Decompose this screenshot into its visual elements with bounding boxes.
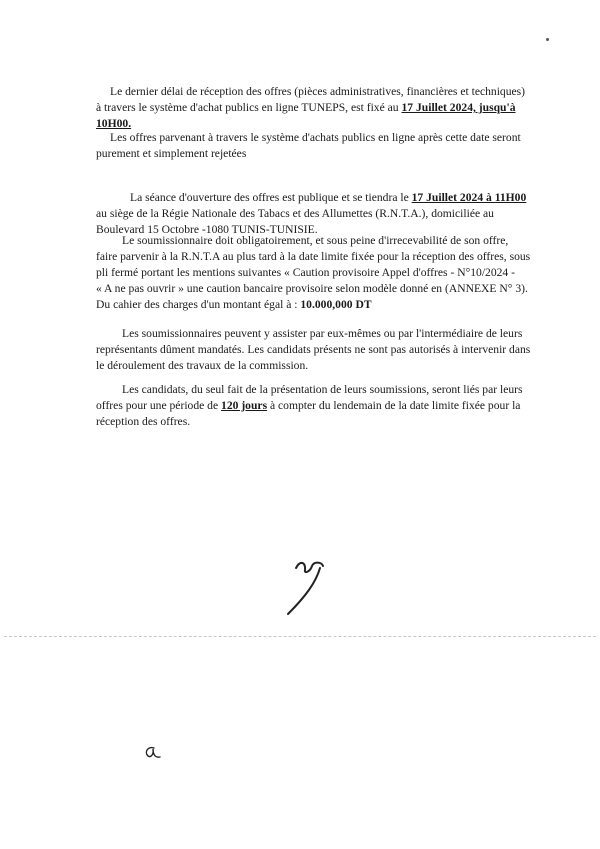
guarantee-amount: 10.000,000 DT bbox=[300, 298, 372, 311]
text-line: Les candidats, du seul fait de la présentation de leurs soumissions, seront liés par leurs bbox=[122, 383, 523, 396]
text-line: représentants dûment mandatés. Les candidats présents ne sont pas autorisés à intervenir dans bbox=[96, 343, 531, 356]
deadline-date: 17 Juillet 2024, jusqu'à bbox=[401, 101, 516, 114]
validity-period: 120 jours bbox=[221, 399, 268, 412]
deadline-time: 10H00. bbox=[96, 117, 132, 130]
text-line: le déroulement des travaux de la commission. bbox=[96, 359, 309, 372]
text-line: au siège de la Régie Nationale des Tabacs et des Allumettes (R.N.T.A.), domiciliée au bbox=[96, 207, 494, 220]
text-line: Le dernier délai de réception des offres (pièces administratives, financières et techniques) bbox=[110, 85, 526, 98]
text-line: pli fermé portant les mentions suivantes « Caution provisoire Appel d'offres - N°10/2024 - bbox=[96, 266, 515, 279]
scan-speck bbox=[546, 38, 549, 41]
text-line: Boulevard 15 Octobre -1080 TUNIS-TUNISIE. bbox=[96, 223, 318, 236]
signature-mark bbox=[276, 548, 346, 618]
text-line: Le soumissionnaire doit obligatoirement, et sous peine d'irrecevabilité de son offre, bbox=[122, 234, 509, 247]
handwritten-initial-mark bbox=[140, 742, 164, 762]
text-line bbox=[96, 398, 536, 414]
text-run: Du cahier des charges d'un montant égal à : bbox=[96, 298, 301, 311]
paragraph-validity bbox=[96, 382, 536, 430]
text-line: réception des offres. bbox=[96, 415, 191, 428]
text-line: Les soumissionnaires peuvent y assister par eux-mêmes ou par l'intermédiaire de leurs bbox=[122, 327, 523, 340]
scan-fold-line bbox=[4, 636, 596, 637]
paragraph-deadline bbox=[96, 84, 536, 132]
text-run: La séance d'ouverture des offres est publique et se tiendra le bbox=[130, 191, 412, 204]
text-line bbox=[96, 297, 536, 313]
paragraph-opening-session bbox=[96, 190, 536, 238]
text-line: faire parvenir à la R.N.T.A au plus tard à la date limite fixée pour la réception des offres, sous bbox=[96, 250, 531, 263]
paragraph-rejection bbox=[96, 130, 536, 162]
text-line: purement et simplement rejetées bbox=[96, 147, 247, 160]
text-line: Les offres parvenant à travers le système d'achats publics en ligne après cette date seront bbox=[110, 131, 521, 144]
text-line: « A ne pas ouvrir » une caution bancaire provisoire selon modèle donné en (ANNEXE N° 3). bbox=[96, 282, 528, 295]
opening-date: 17 Juillet 2024 à 11H00 bbox=[411, 191, 527, 204]
text-line bbox=[96, 100, 536, 116]
text-run: à compter du lendemain de la date limite fixée pour la bbox=[267, 399, 521, 412]
text-run: offres pour une période de bbox=[96, 399, 222, 412]
text-run: à travers le système d'achat publics en ligne TUNEPS, est fixé au bbox=[96, 101, 402, 114]
paragraph-bank-guarantee bbox=[96, 233, 536, 313]
paragraph-attendance bbox=[96, 326, 536, 374]
text-line bbox=[96, 190, 536, 206]
